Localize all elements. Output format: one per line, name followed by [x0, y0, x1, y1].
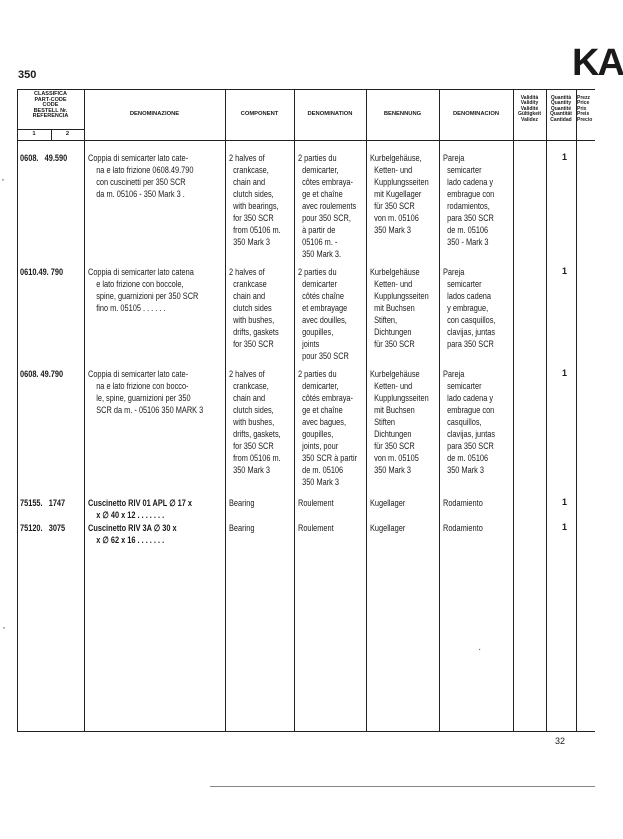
header-component: COMPONENT [240, 111, 279, 117]
component-text: 2 halves of crankcase chain and clutch sides with bushes, drifts, gaskets for 350 SCR [229, 267, 279, 349]
part-code: 0610.49. 790 [20, 267, 64, 277]
component-text: 2 halves of crankcase, chain and clutch sides, with bushes, drifts, gaskets, for 350 SCR from 05106 m. 350 Mark 3 [229, 369, 281, 475]
denominacion-text: Rodamiento [443, 523, 483, 533]
col-line-6 [513, 89, 514, 731]
denomination-text: Roulement [298, 498, 334, 508]
header-denominacion: DENOMINACION [452, 111, 500, 117]
denominacion-text: Rodamiento [443, 498, 483, 508]
denominacion-text: Pareja semicarter lados cadena y embrague, con casquillos, clavijas, juntas para 350 SCR [443, 267, 496, 349]
header-sub-1: 1 [32, 131, 36, 137]
part-code: 75155. 1747 [20, 498, 66, 508]
component-text: Bearing [229, 498, 255, 508]
benennung-text: Kurbelgehäuse Ketten- und Kupplungsseiten mit Buchsen Stiften Dichtungen für 350 SCR von m. 05105 350 Mark 3 [370, 369, 429, 475]
header-denominazione: DENOMINAZIONE [129, 111, 180, 117]
scan-mark-left-lower: · [2, 620, 6, 634]
col-line-5 [439, 89, 440, 731]
denominacion-text: Pareja semicarter lado cadena y embrague con casquillos, clavijas, juntas para 350 SCR de m. 05106 350 Mark 3 [443, 369, 496, 475]
footer-page-number: 32 [555, 736, 566, 746]
benennung-text: Kugellager [370, 523, 406, 533]
benennung-text: Kurbelgehäuse Ketten- und Kupplungsseiten mit Buchsen Stiften, Dichtungen für 350 SCR [370, 267, 429, 349]
component-text: 2 halves of crankcase, chain and clutch sides, with bearings, for 350 SCR from 05106 m. 350 Mark 3 [229, 153, 281, 247]
denominazione-text: Coppia di semicarter lato catena e lato frizione con boccole, spine, guarnizioni per 350 SCR fino m. 05105 . . . . . . [88, 267, 199, 313]
denominazione-text: Coppia di semicarter lato cate- na e lato frizione 0608.49.790 con cuscinetti per 350 SCR da m. 05106 - 350 Mark 3 . [88, 153, 194, 199]
header-prezzo: Prezz Price Prix Preis Precio [577, 95, 593, 123]
col-line-8 [576, 89, 577, 731]
denomination-text: Roulement [298, 523, 334, 533]
denominazione-text: Cuscinetto RIV 01 APL ∅ 17 x x ∅ 40 x 12 . . . . . . . [88, 498, 193, 520]
brand-logo-text: KA [572, 42, 623, 84]
component-text: Bearing [229, 523, 255, 533]
header-denomination: DENOMINATION [307, 111, 353, 117]
scan-mark-left: · [1, 172, 5, 186]
header-benennung: BENENNUNG [383, 111, 422, 117]
header-bottom-border [17, 140, 595, 141]
part-code: 0608. 49.590 [20, 153, 68, 163]
table-top-border [17, 89, 595, 90]
benennung-text: Kurbelgehäuse, Ketten- und Kupplungsseiten mit Kugellager für 350 SCR von m. 05106 350 Mark 3 [370, 153, 429, 235]
scan-mark-center: · [478, 644, 482, 655]
benennung-text: Kugellager [370, 498, 406, 508]
quantity: 1 [562, 497, 568, 507]
denomination-text: 2 parties du demicarter, côtes embraya- ge et chaîne avec roulements pour 350 SCR, à partir de 05106 m. - 350 Mark 3. [298, 153, 357, 259]
table-bottom-border [17, 731, 595, 732]
col-line-0 [17, 89, 18, 731]
header-sub-2: 2 [65, 131, 70, 137]
col-line-3 [294, 89, 295, 731]
denominazione-text: Cuscinetto RIV 3A ∅ 30 x x ∅ 62 x 16 . . . . . . . [88, 523, 177, 545]
header-classifica: CLASSIFICA PART-CODE CODE BESTELL Nr. REFERENCIA [32, 91, 69, 120]
header-quantita: Quantità Quantity Quantité Quantität Cantidad [550, 95, 572, 123]
col-line-4 [366, 89, 367, 731]
part-code: 75120. 3075 [20, 523, 66, 533]
denominacion-text: Pareja semicarter lado cadena y embrague con rodamientos, para 350 SCR de m. 05106 350 - Mark 3 [443, 153, 495, 247]
col-line-2 [225, 89, 226, 731]
col-line-1 [84, 89, 85, 731]
denomination-text: 2 parties du demicarter côtés chaîne et embrayage avec douilles, goupilles, joints pour 350 SCR [298, 267, 349, 361]
quantity: 1 [562, 266, 568, 276]
part-code: 0608. 49.790 [20, 369, 64, 379]
col-line-7 [546, 89, 547, 731]
footer-rule [210, 786, 595, 787]
quantity: 1 [562, 152, 568, 162]
quantity: 1 [562, 368, 568, 378]
quantity: 1 [562, 522, 568, 532]
page-number: 350 [18, 69, 37, 81]
denomination-text: 2 parties du demicarter, côtés embraya- ge et chaîne avec bagues, goupilles, joints, pour 350 SCR à partir de m. 05106 350 Mark 3 [298, 369, 358, 487]
header-validita: Validità Validity Validité Gültigkeit Validez [517, 95, 542, 123]
denominazione-text: Coppia di semicarter lato cate- na e lato frizione con bocco- le, spine, guarnizioni per 350 SCR da m. - 05106 350 MARK 3 [88, 369, 204, 415]
